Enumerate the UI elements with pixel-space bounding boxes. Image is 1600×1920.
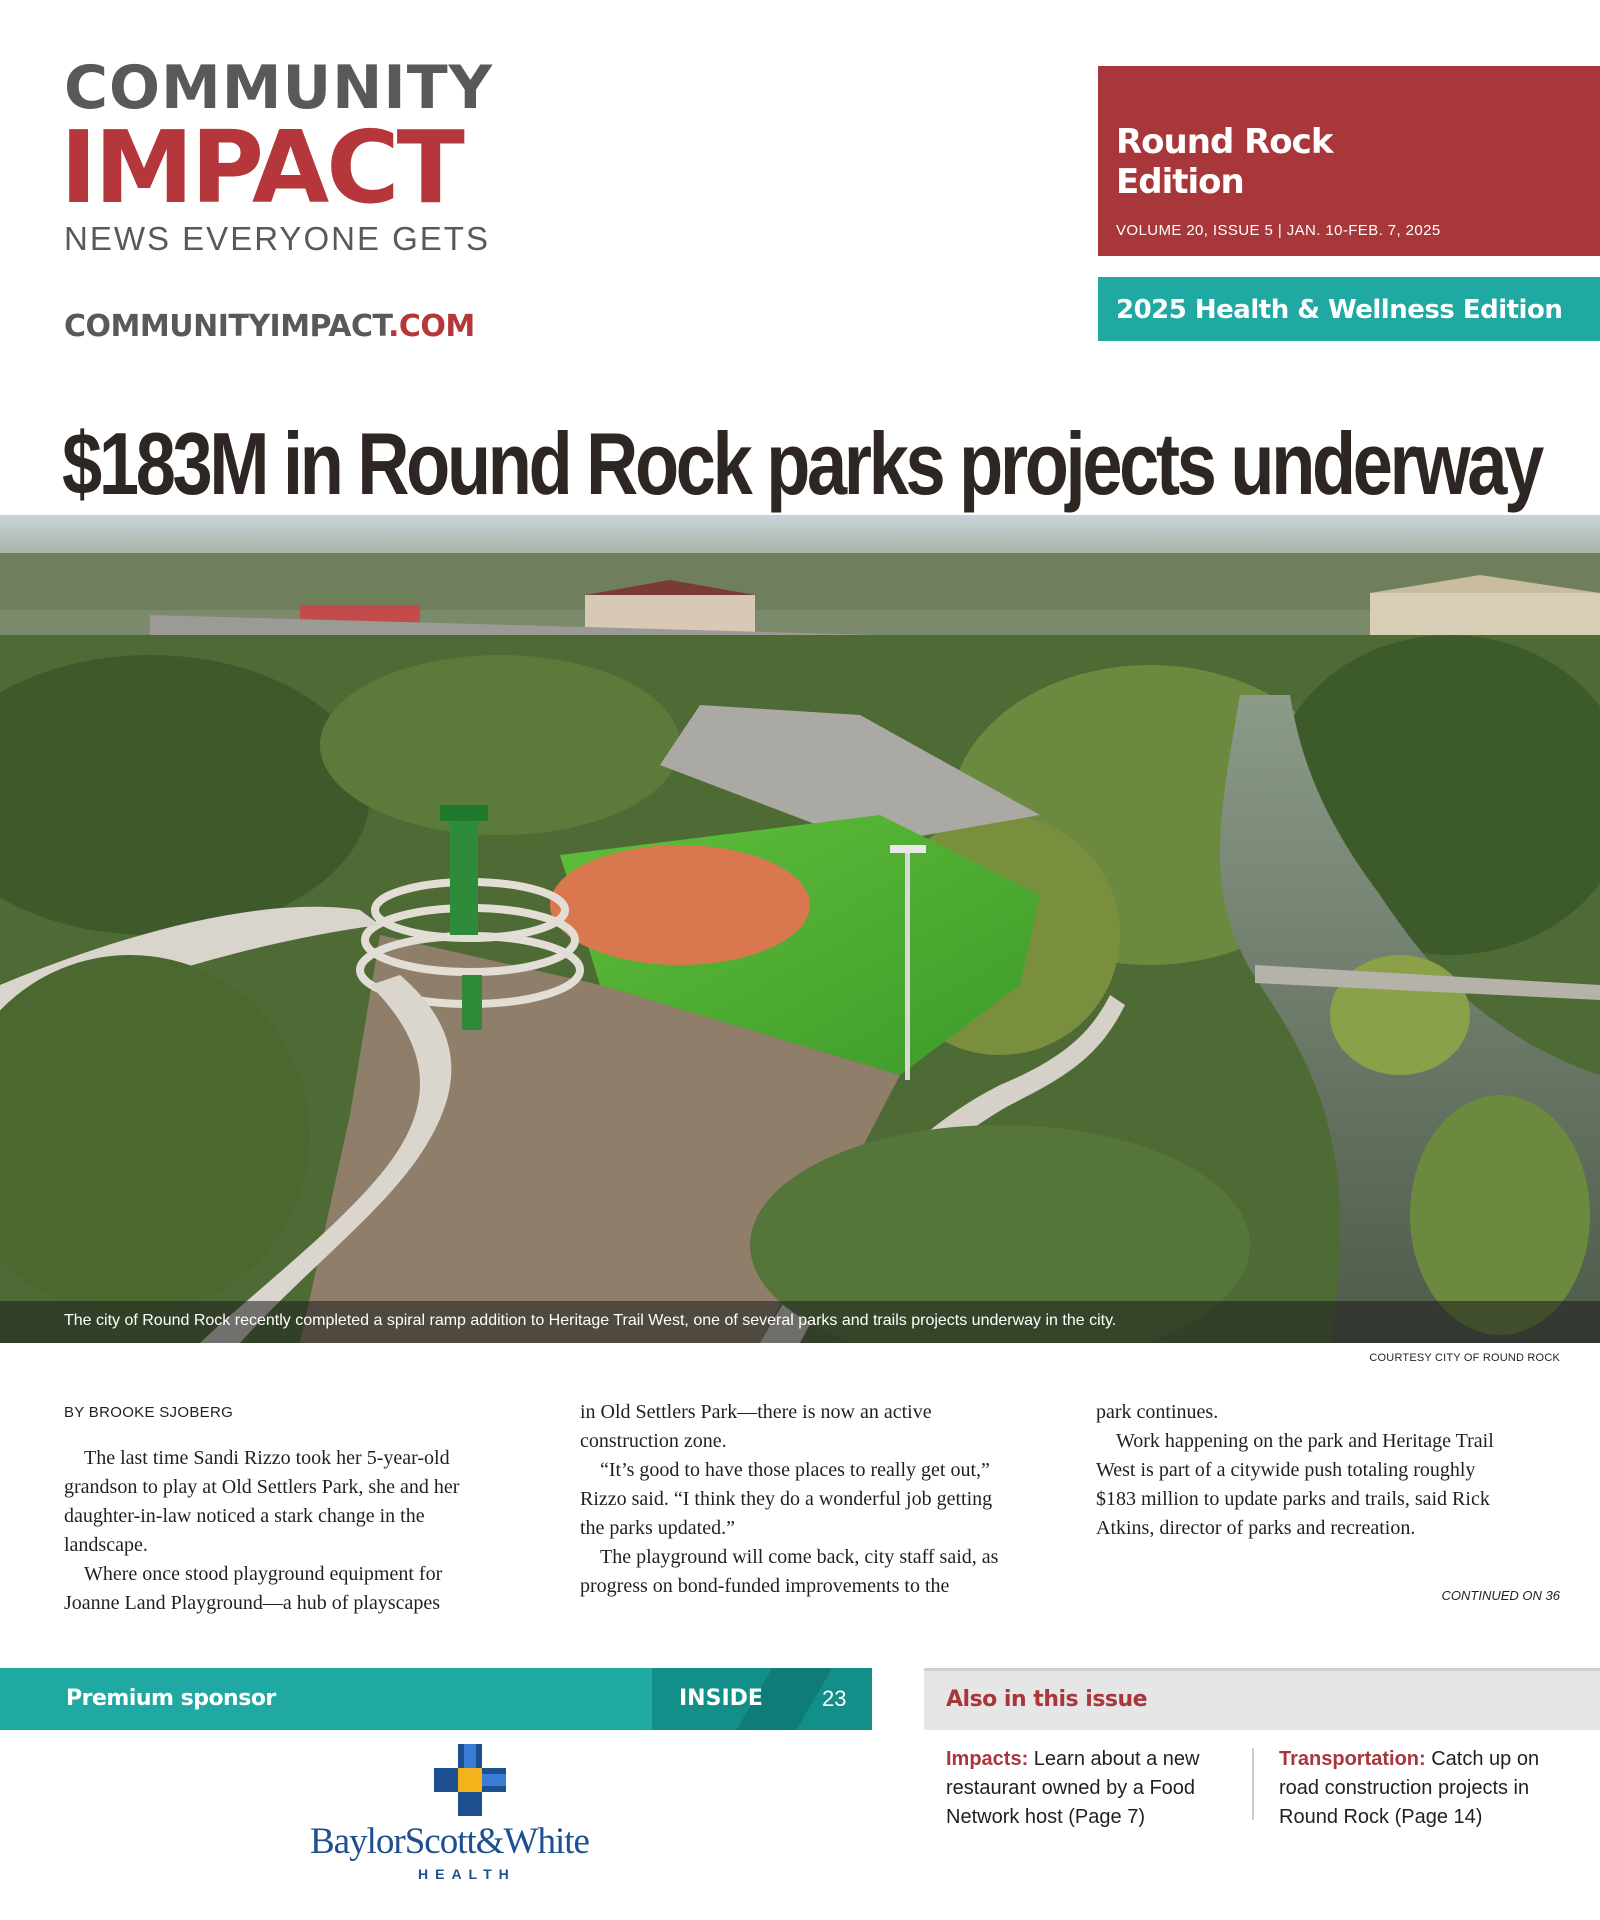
special-edition-bar	[1098, 277, 1600, 341]
inside-box[interactable]	[652, 1668, 872, 1730]
logo-impact: IMPACT	[60, 109, 462, 226]
also-item-impacts[interactable]	[946, 1745, 1246, 1832]
paragraph: park continues.	[1096, 1401, 1219, 1423]
byline: BY BROOKE SJOBERG	[64, 1404, 234, 1421]
site-url-suffix: .COM	[387, 309, 475, 344]
sponsor-subtitle: HEALTH	[418, 1866, 516, 1882]
logo-community: COMMUNITY	[64, 53, 494, 123]
also-in-issue-bar	[924, 1668, 1600, 1730]
also-item-text: Catch up on road construction projects in Round Rock (Page 14)	[1279, 1748, 1540, 1828]
headline: $183M in Round Rock parks projects underway	[62, 414, 1542, 513]
continued-link[interactable]: CONTINUED ON 36	[1441, 1588, 1560, 1603]
paragraph: The playground will come back, city staff said, as progress on bond-funded improvements to the	[580, 1546, 999, 1597]
article-column-2	[580, 1398, 1000, 1601]
also-item-transportation[interactable]	[1279, 1745, 1579, 1832]
edition-title: Round Rock Edition	[1116, 122, 1333, 202]
sponsor-name: BaylorScott&White	[310, 1821, 589, 1862]
site-url[interactable]	[64, 309, 475, 344]
also-item-head: Transportation:	[1279, 1748, 1426, 1770]
paragraph: The last time Sandi Rizzo took her 5-year-old grandson to play at Old Settlers Park, she and her daughter-in-law noticed a stark change in the landscape.	[64, 1447, 460, 1556]
inside-page-number: 23	[822, 1686, 847, 1711]
sponsor-cross-icon	[434, 1744, 506, 1816]
divider	[1252, 1748, 1254, 1820]
paragraph: Where once stood playground equipment for Joanne Land Playground—a hub of playscapes	[64, 1563, 443, 1614]
premium-sponsor-label: Premium sponsor	[66, 1686, 276, 1711]
premium-sponsor-bar	[0, 1668, 652, 1730]
also-item-head: Impacts:	[946, 1748, 1029, 1770]
article-column-1	[64, 1398, 484, 1618]
logo-tagline: NEWS EVERYONE GETS	[64, 220, 490, 257]
sponsor-logo[interactable]	[300, 1744, 640, 1884]
paragraph: Work happening on the park and Heritage Trail West is part of a citywide push totaling roughly $183 million to update parks and trails, said Rick Atkins, director of parks and recreation.	[1096, 1430, 1494, 1539]
also-in-issue-label: Also in this issue	[946, 1687, 1148, 1712]
inside-label: INSIDE	[679, 1686, 763, 1711]
paragraph: in Old Settlers Park—there is now an active construction zone.	[580, 1401, 932, 1452]
also-item-text: Learn about a new restaurant owned by a Food Network host (Page 7)	[946, 1748, 1200, 1828]
article-column-3	[1096, 1398, 1516, 1543]
photo-caption-bar	[0, 1301, 1600, 1343]
site-url-main: COMMUNITYIMPACT	[64, 309, 388, 344]
aerial-park-photo	[0, 515, 1600, 1343]
edition-box	[1098, 66, 1600, 256]
photo-caption: The city of Round Rock recently completed a spiral ramp addition to Heritage Trail West, one of several parks and trails projects underway in the city.	[64, 1312, 1117, 1329]
edition-meta: VOLUME 20, ISSUE 5 | JAN. 10-FEB. 7, 2025	[1116, 222, 1441, 239]
special-edition-label: 2025 Health & Wellness Edition	[1116, 295, 1563, 325]
paragraph: “It’s good to have those places to really get out,” Rizzo said. “I think they do a wonderful job getting the parks updated.”	[580, 1459, 993, 1539]
photo-credit: COURTESY CITY OF ROUND ROCK	[1369, 1352, 1560, 1364]
